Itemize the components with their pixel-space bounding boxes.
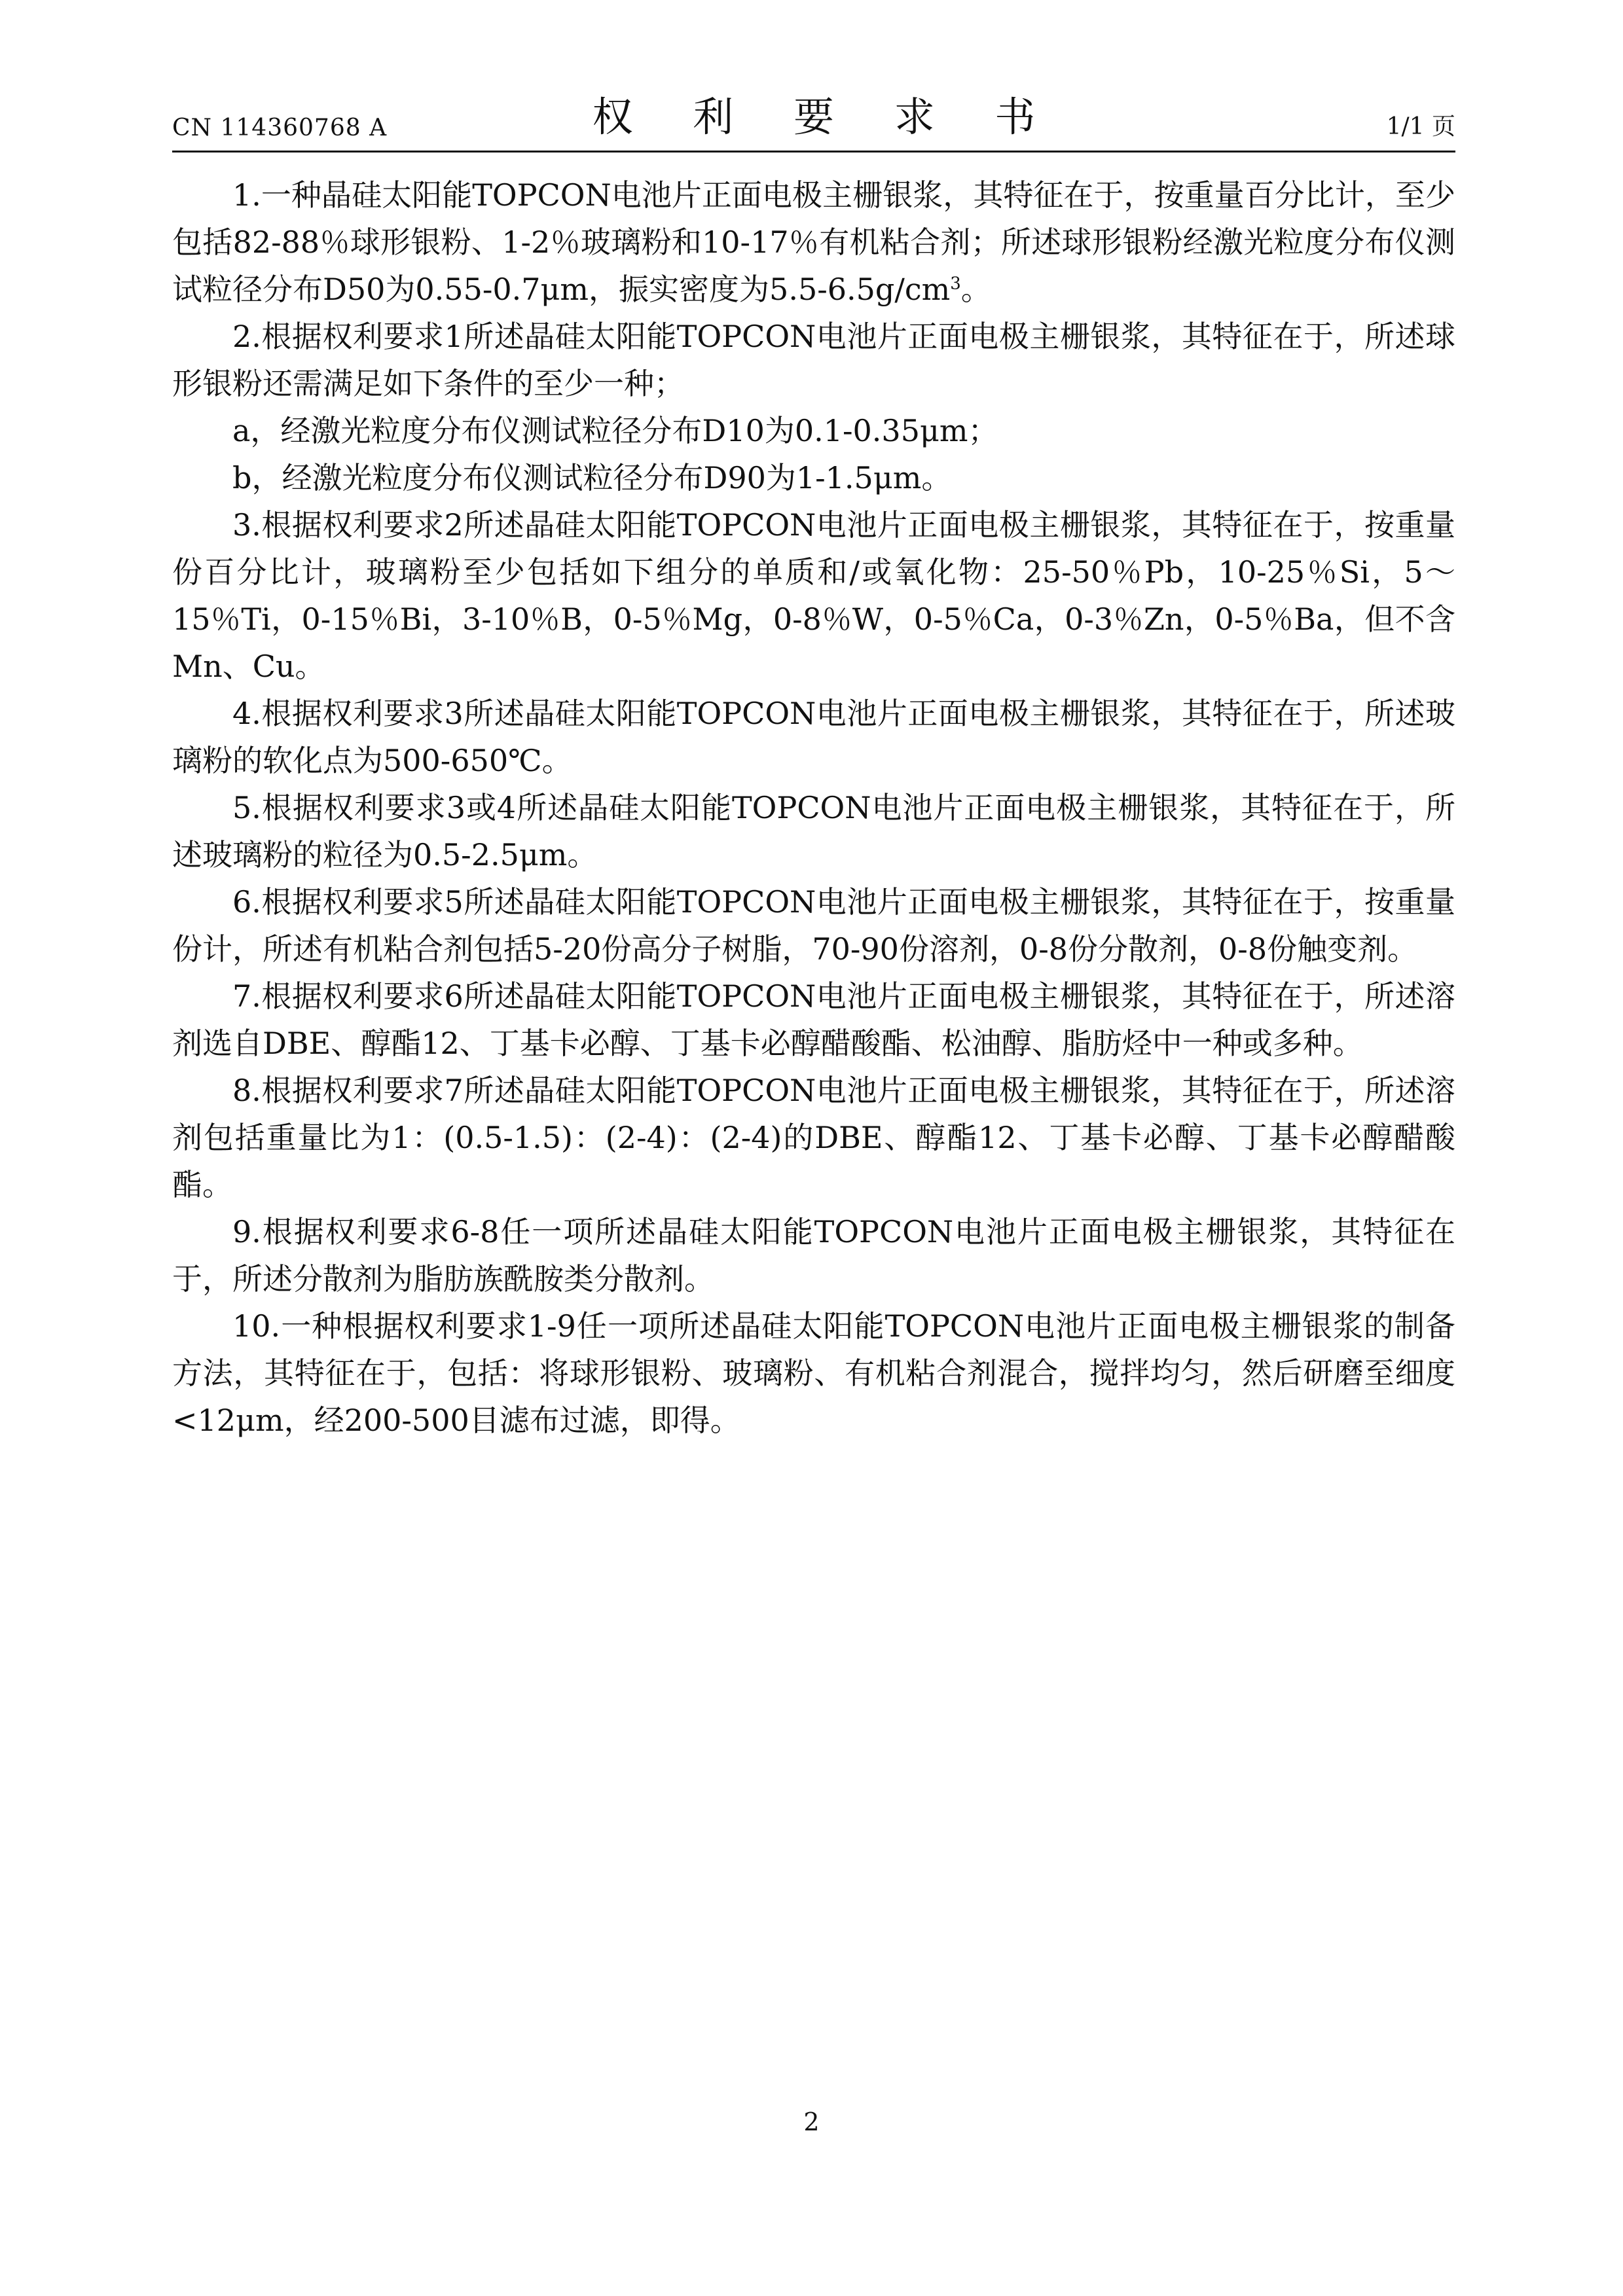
claim-7: 7.根据权利要求6所述晶硅太阳能TOPCON电池片正面电极主栅银浆，其特征在于，所述溶剂选自DBE、醇酯12、丁基卡必醇、丁基卡必醇醋酸酯、松油醇、脂肪烃中一种或多种。	[172, 978, 1455, 1061]
claim-6: 6.根据权利要求5所述晶硅太阳能TOPCON电池片正面电极主栅银浆，其特征在于，按重量份计，所述有机粘合剂包括5-20份高分子树脂，70-90份溶剂，0-8份分散剂，0-8份触变剂。	[172, 884, 1455, 967]
claim-8: 8.根据权利要求7所述晶硅太阳能TOPCON电池片正面电极主栅银浆，其特征在于，所述溶剂包括重量比为1：(0.5-1.5)：(2-4)：(2-4)的DBE、醇酯12、丁基卡必醇、丁基卡必醇醋酸酯。	[172, 1073, 1455, 1202]
page-count: 1/1 页	[1386, 113, 1455, 140]
claim-5: 5.根据权利要求3或4所述晶硅太阳能TOPCON电池片正面电极主栅银浆，其特征在于，所述玻璃粉的粒径为0.5-2.5μm。	[172, 790, 1455, 872]
claims-body	[172, 171, 1455, 1444]
claim-2-option-a: a，经激光粒度分布仪测试粒径分布D10为0.1-0.35μm；	[232, 413, 998, 448]
page-header	[172, 92, 1455, 152]
claim-3: 3.根据权利要求2所述晶硅太阳能TOPCON电池片正面电极主栅银浆，其特征在于，按重量份百分比计，玻璃粉至少包括如下组分的单质和/或氧化物：25-50％Pb，10-25％Si，5～15％Ti，0-15％Bi，3-10％B，0-5％Mg，0-8％W，0-5％Ca，0-3％Zn，0-5％Ba，但不含Mn、Cu。	[172, 507, 1455, 684]
claim-1: 1.一种晶硅太阳能TOPCON电池片正面电极主栅银浆，其特征在于，按重量百分比计，至少包括82-88％球形银粉、1-2％玻璃粉和10-17％有机粘合剂；所述球形银粉经激光粒度分布仪测试粒径分布D50为0.55-0.7μm，振实密度为$5.5-6.5g/cm^3$。	[172, 177, 1455, 307]
superscript: 3	[950, 274, 961, 294]
page-number: 2	[803, 2108, 820, 2136]
claim-10: 10.一种根据权利要求1-9任一项所述晶硅太阳能TOPCON电池片正面电极主栅银浆的制备方法，其特征在于，包括：将球形银粉、玻璃粉、有机粘合剂混合，搅拌均匀，然后研磨至细度<12μm，经200-500目滤布过滤，即得。	[172, 1308, 1455, 1438]
document-title: 权 利 要 求 书	[592, 93, 1059, 141]
claim-4: 4.根据权利要求3所述晶硅太阳能TOPCON电池片正面电极主栅银浆，其特征在于，所述玻璃粉的软化点为500-650℃。	[172, 696, 1455, 778]
claim-9: 9.根据权利要求6-8任一项所述晶硅太阳能TOPCON电池片正面电极主栅银浆，其特征在于，所述分散剂为脂肪族酰胺类分散剂。	[172, 1214, 1455, 1297]
claim-2: 2.根据权利要求1所述晶硅太阳能TOPCON电池片正面电极主栅银浆，其特征在于，所述球形银粉还需满足如下条件的至少一种；	[172, 319, 1455, 401]
publication-number: CN 114360768 A	[172, 115, 388, 141]
claim-2-option-b: b，经激光粒度分布仪测试粒径分布D90为1-1.5μm。	[232, 460, 952, 495]
